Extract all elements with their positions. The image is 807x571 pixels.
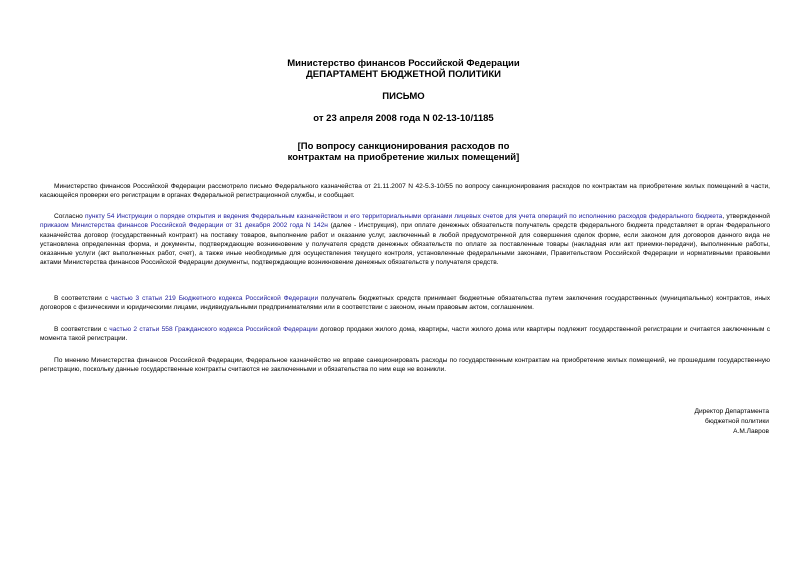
paragraph-2-text-2: , утвержденной	[722, 213, 770, 220]
document-subject	[220, 141, 587, 163]
paragraph-2	[40, 212, 770, 268]
paragraph-2-text-3: (далее - Инструкция), при оплате денежных обязательств получатель средств федерального бюджета представляет в орган Федерального казначейства договор (государственный контракт) на поставку товаров, выполнение работ и оказание услуг, заключенный в любой предусмотренной для совершения сделок форме, если законом для договоров данного вида не установлена определенная форма, и документы, подтверждающие возникновение у получателя средств денежных обязательств по оплате за поставленные товары (накладная или акт приемки-передачи), выполненные работы, оказанные услуги (акт выполненных работ, счет), а также иные необходимые для осуществления текущего контроля, установленные федеральными законами, Правительством Российской Федерации и нормативными правовыми актами Министерства финансов Российской Федерации документы, подтверждающие возникновение денежных обязательств у получателя средств.	[40, 222, 770, 267]
subject-line-2: контрактам на приобретение жилых помещений]	[287, 152, 520, 163]
subject-line-1: [По вопросу санкционирования расходов по	[297, 141, 510, 152]
signature-department: бюджетной политики	[704, 417, 769, 425]
instruction-point-54-link[interactable]: пункту 54 Инструкции о порядке открытия и ведения Федеральным казначейством и его территориальными органами лицевых счетов для учета операций по исполнению расходов федерального бюджета	[85, 213, 723, 220]
document-date-number: от 23 апреля 2008 года N 02-13-10/1185	[313, 113, 494, 124]
signature-title: Директор Департамента	[694, 408, 769, 415]
signature-name: А.М.Лавров	[733, 427, 769, 435]
document-type: ПИСЬМО	[382, 91, 425, 102]
paragraph-4-text-2: договор продажи жилого дома, квартиры, части жилого дома или квартиры подлежит государственной регистрации и считается заключенным с момента такой регистрации.	[40, 326, 771, 343]
ministry-name: Министерство финансов Российской Федерации	[287, 58, 520, 69]
paragraph-4-text-1: В соответствии с	[54, 326, 110, 333]
order-142n-link[interactable]: приказом Министерства финансов Российской Федерации от 31 декабря 2002 года N 142н	[40, 222, 328, 230]
paragraph-2-text-1: Согласно	[54, 213, 85, 220]
paragraph-3	[40, 294, 770, 313]
paragraph-5: По мнению Министерства финансов Российской Федерации, Федеральное казначейство не вправе санкционировать расходы по государственным контрактам на приобретение жилых помещений, не прошедшим государственную регистрацию, поскольку данные государственные контракты считаются не заключенными и обязательства по ним еще не возникли.	[40, 357, 770, 374]
signature-block	[694, 407, 769, 436]
paragraph-1: Министерство финансов Российской Федерации рассмотрело письмо Федерального казначейства от 21.11.2007 N 42-5.3-10/55 по вопросу санкционирования расходов по контрактам на приобретение жилых помещений в части, касающейся проверки его регистрации в органах Федеральной регистрационной службы, и сообщает.	[40, 183, 770, 200]
civil-code-558-link[interactable]: частью 2 статьи 558 Гражданского кодекса Российской Федерации	[109, 326, 318, 333]
paragraph-3-text-2: получатель бюджетных средств принимает бюджетные обязательства путем заключения государственных (муниципальных) контрактов, иных договоров с физическими и юридическими лицами, индивидуальными предпринимателями или в соответствии с законом, иным правовым актом, соглашением.	[40, 295, 770, 312]
department-name: ДЕПАРТАМЕНТ БЮДЖЕТНОЙ ПОЛИТИКИ	[306, 69, 501, 80]
paragraph-4	[40, 325, 770, 344]
budget-code-219-link[interactable]: частью 3 статьи 219 Бюджетного кодекса Российской Федерации	[110, 295, 319, 302]
paragraph-3-text-1: В соответствии с	[54, 295, 111, 302]
